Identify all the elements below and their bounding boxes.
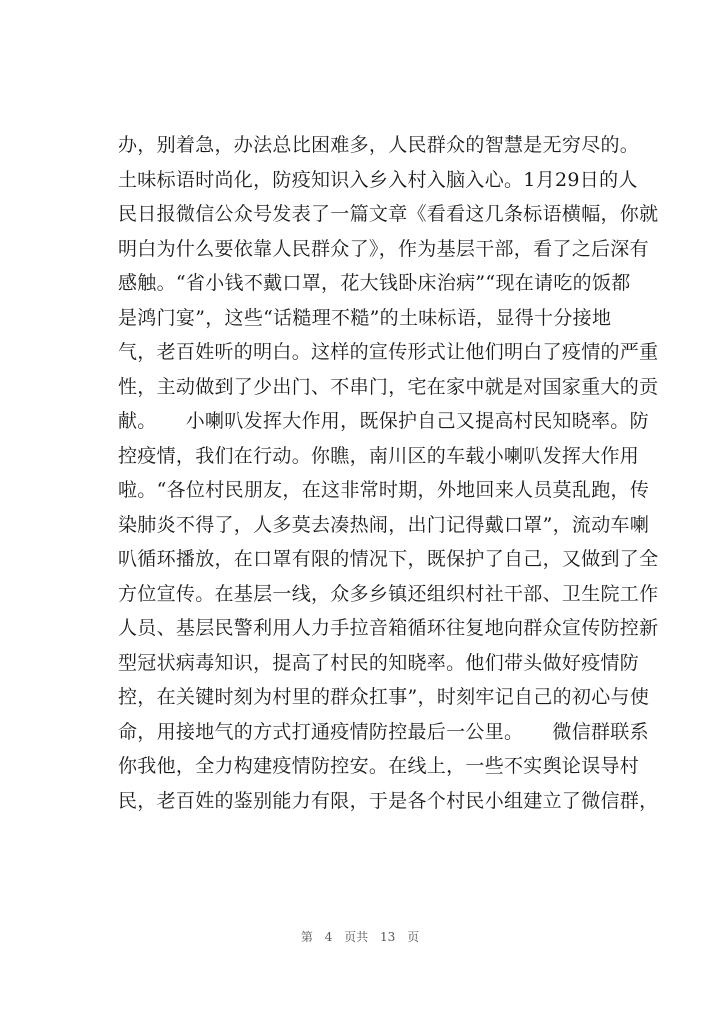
page-label-suffix: 页 — [407, 930, 420, 944]
text-line: 办，别着急，办法总比困难多，人民群众的智慧是无穷尽的。 — [118, 134, 640, 156]
text-line: 叭循环播放，在口罩有限的情况下，既保护了自己，又做到了全 — [118, 548, 659, 570]
text-line: 型冠状病毒知识，提高了村民的知晓率。他们带头做好疫情防 — [118, 651, 640, 674]
text-line: 控疫情，我们在行动。你瞧，南川区的车载小喇叭发挥大作用 — [118, 444, 640, 467]
text-line: 是鸿门宴”，这些“话糙理不糙”的土味标语，显得十分接地 — [118, 306, 612, 329]
text-line: 民，老百姓的鉴别能力有限，于是各个村民小组建立了微信群， — [118, 789, 659, 812]
text-line: 性，主动做到了少出门、不串门，宅在家中就是对国家重大的贡 — [118, 375, 659, 398]
text-line: 啦。“各位村民朋友，在这非常时期，外地回来人员莫乱跑，传 — [118, 479, 650, 501]
text-line: 感触。“省小钱不戴口罩，花大钱卧床治病”“现在请吃的饭都 — [118, 272, 631, 294]
total-pages-number: 13 — [380, 930, 396, 944]
text-line: 气，老百姓听的明白。这样的宣传形式让他们明白了疫情的严重 — [118, 341, 659, 363]
page-label-mid: 页共 — [344, 930, 369, 944]
text-line: 民日报微信公众号发表了一篇文章《看看这几条标语横幅，你就 — [118, 203, 659, 225]
text-line: 你我他，全力构建疫情防控安。在线上，一些不实舆论误导村 — [118, 755, 640, 777]
text-line: 人员、基层民警利用人力手拉音箱循环往复地向群众宣传防控新 — [118, 617, 659, 639]
text-line: 献。 小喇叭发挥大作用，既保护自己又提高村民知晓率。防 — [118, 410, 649, 432]
text-line: 染肺炎不得了，人多莫去凑热闹，出门记得戴口罩”，流动车喇 — [118, 513, 650, 536]
page-footer — [0, 928, 720, 945]
current-page-number: 4 — [324, 930, 333, 944]
text-line: 明白为什么要依靠人民群众了》，作为基层干部，看了之后深有 — [118, 237, 649, 260]
text-line: 命，用接地气的方式打通疫情防控最后一公里。 微信群联系 — [118, 720, 649, 743]
body-text — [118, 128, 659, 818]
page-label-prefix: 第 — [300, 930, 313, 944]
text-line: 方位宣传。在基层一线，众多乡镇还组织村社干部、卫生院工作 — [118, 582, 659, 605]
text-line: 控，在关键时刻为村里的群众扛事”，时刻牢记自己的初心与使 — [118, 686, 650, 708]
text-line: 土味标语时尚化，防疫知识入乡入村入脑入心。1月29日的人 — [118, 168, 638, 191]
